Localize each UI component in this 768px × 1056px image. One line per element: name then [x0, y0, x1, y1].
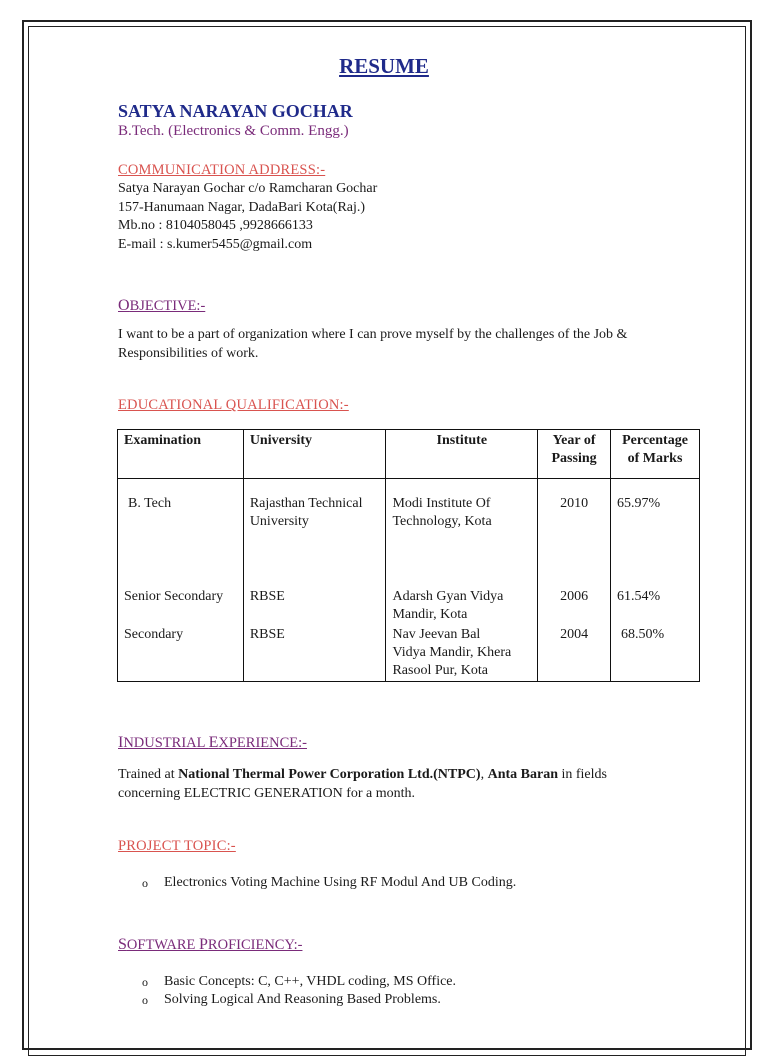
candidate-name: SATYA NARAYAN GOCHAR [118, 101, 353, 121]
table-header-row [118, 430, 700, 479]
education-heading: EDUCATIONAL QUALIFICATION:- [118, 397, 349, 413]
experience-text: Trained at National Thermal Power Corporation Ltd.(NTPC), Anta Baran in fields concerning ELECTRIC GENERATION for a month. [118, 767, 607, 801]
col-header-percentage: Percentage of Marks [611, 430, 700, 479]
cell-exam: B. Tech [118, 479, 244, 587]
objective-heading: OBJECTIVE:- [118, 297, 206, 314]
cell-institute: Nav Jeevan Bal Vidya Mandir, Khera Rasool Pur, Kota [386, 625, 538, 682]
project-list [118, 874, 516, 892]
table-row [118, 479, 700, 587]
cell-year: 2004 [538, 625, 611, 682]
phone-line: Mb.no : 8104058045 ,9928666133 [118, 218, 313, 233]
communication-heading: COMMUNICATION ADDRESS:- [118, 162, 326, 178]
cell-year: 2010 [538, 479, 611, 587]
cell-university: RBSE [243, 625, 386, 682]
col-header-institute: Institute [386, 430, 538, 479]
cell-percentage: 65.97% [611, 479, 700, 587]
resume-title: RESUME [339, 54, 429, 78]
software-list [118, 973, 456, 1009]
address-line: 157-Hanumaan Nagar, DadaBari Kota(Raj.) [118, 199, 366, 215]
cell-institute: Adarsh Gyan Vidya Mandir, Kota [386, 587, 538, 625]
cell-percentage: 61.54% [611, 587, 700, 625]
cell-university: Rajasthan Technical University [243, 479, 386, 587]
experience-heading: INDUSTRIAL EXPERIENCE:- [118, 734, 307, 751]
cell-exam: Senior Secondary [118, 587, 244, 625]
list-item: o Basic Concepts: C, C++, VHDL coding, MS Office. [118, 973, 456, 991]
email-line: E-mail : s.kumer5455@gmail.com [118, 236, 313, 252]
cell-institute: Modi Institute Of Technology, Kota [386, 479, 538, 587]
location-name: Anta Baran [487, 767, 558, 782]
address-line: Satya Narayan Gochar c/o Ramcharan Gochar [118, 181, 378, 196]
cell-university: RBSE [243, 587, 386, 625]
col-header-university: University [243, 430, 386, 479]
list-item: o Solving Logical And Reasoning Based Problems. [118, 991, 456, 1009]
cell-year: 2006 [538, 587, 611, 625]
table-row [118, 625, 700, 682]
cell-exam: Secondary [118, 625, 244, 682]
cell-percentage: 68.50% [611, 625, 700, 682]
education-table [117, 429, 700, 682]
col-header-year: Year of Passing [538, 430, 611, 479]
objective-text: I want to be a part of organization where I can prove myself by the challenges of the Job & Responsibilities of work. [118, 327, 628, 361]
software-heading: SOFTWARE PROFICIENCY:- [118, 936, 303, 953]
project-heading: PROJECT TOPIC:- [118, 838, 236, 854]
col-header-examination: Examination [118, 430, 244, 479]
organization-name: National Thermal Power Corporation Ltd.(NTPC) [178, 767, 481, 782]
candidate-degree: B.Tech. (Electronics & Comm. Engg.) [118, 123, 349, 139]
communication-address [118, 180, 377, 254]
table-row [118, 587, 700, 625]
list-item: o Electronics Voting Machine Using RF Modul And UB Coding. [118, 874, 516, 892]
